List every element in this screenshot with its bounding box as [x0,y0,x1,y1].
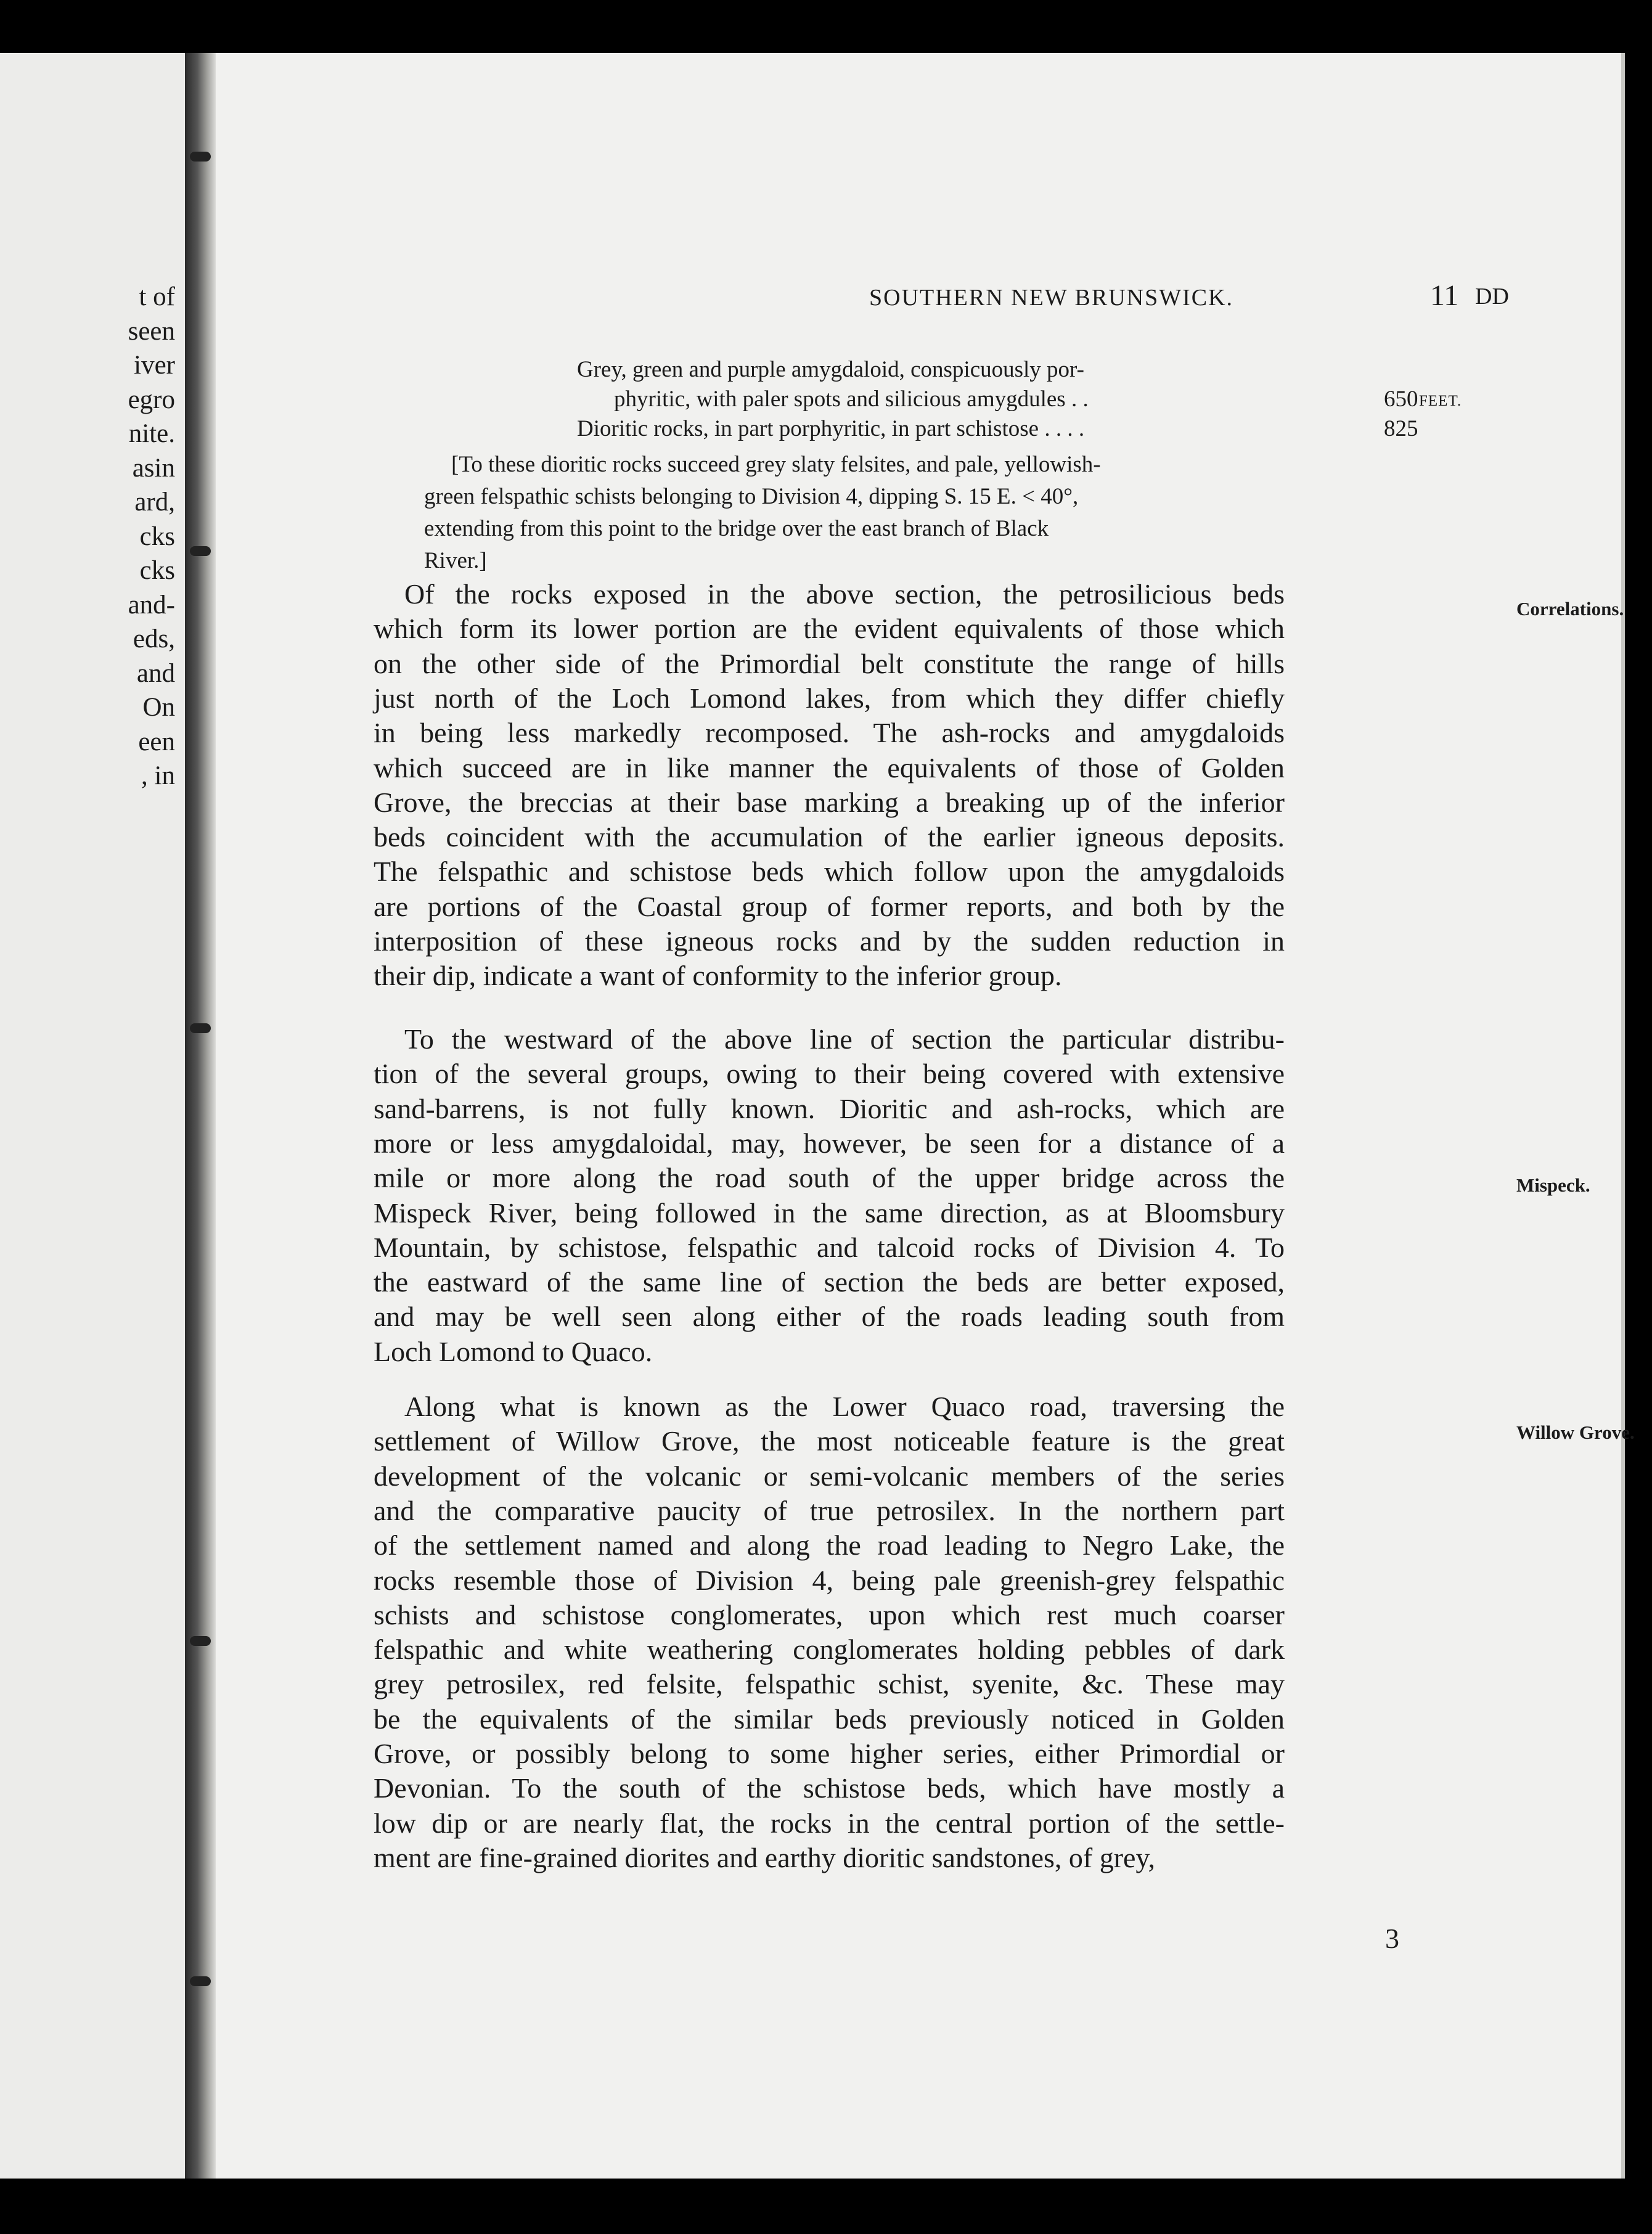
body-line: low dip or are nearly flat, the rocks in the central portion of the settle- [374,1807,1285,1839]
facing-page-fragment: cks [139,556,175,585]
section-row-description [216,414,1449,444]
section-row-text: Dioritic rocks, in part porphyritic, in part schistose . . . . [577,416,1085,441]
body-line: and may be well seen along either of the roads leading south from [374,1301,1285,1333]
margin-note-mispeck: Mispeck. [1516,1174,1590,1196]
binding-stitch [190,1023,211,1033]
body-line: The felspathic and schistose beds which follow upon the amygdaloids [374,856,1285,888]
body-line: grey petrosilex, red felsite, felspathic schist, syenite, &c. These may [374,1668,1285,1700]
body-line: To the westward of the above line of section the particular distribu- [404,1023,1285,1055]
signature-mark: 3 [1385,1923,1399,1954]
margin-note-correlations: Correlations. [1516,598,1624,620]
facing-page-fragment: and- [128,590,175,620]
binding-stitch [190,1976,211,1986]
body-line: on the other side of the Primordial belt constitute the range of hills [374,647,1285,679]
facing-page-fragment: eds, [133,624,175,653]
body-line: Devonian. To the south of the schistose beds, which have mostly a [374,1772,1285,1804]
section-note-line: green felspathic schists belonging to Division 4, dipping S. 15 E. < 40°, [424,484,1079,509]
body-line: felspathic and white weathering conglomerates holding pebbles of dark [374,1634,1285,1666]
facing-page-fragment: and [136,658,175,688]
facing-page-fragment: egro [128,385,175,414]
body-line: of the settlement named and along the road leading to Negro Lake, the [374,1529,1285,1561]
body-line: tion of the several groups, owing to their being covered with extensive [374,1058,1285,1090]
body-line: Grove, or possibly belong to some higher series, either Primordial or [374,1738,1285,1769]
running-head: SOUTHERN NEW BRUNSWICK. [869,285,1234,311]
facing-page-fragment: ard, [134,488,175,517]
body-line: rocks resemble those of Division 4, being pale greenish-grey felspathic [374,1564,1285,1596]
facing-page-fragment: , in [141,761,175,790]
binding-stitch [190,546,211,556]
section-row-value: 650 [1384,387,1418,412]
book-binding [185,53,216,2179]
margin-note-willow-grove: Willow Grove. [1516,1422,1635,1443]
facing-page-fragment: t of [139,282,175,311]
body-line: are portions of the Coastal group of former reports, and both by the [374,890,1285,922]
facing-page-edge [0,53,187,2179]
page-number: 11 [1430,279,1459,312]
body-line: just north of the Loch Lomond lakes, from which they differ chiefly [374,682,1285,714]
body-line: Mispeck River, being followed in the same direction, as at Bloomsbury [374,1197,1285,1229]
facing-page-fragment: asin [132,453,175,483]
body-line: beds coincident with the accumulation of the earlier igneous deposits. [374,821,1285,853]
section-unit-label: FEET. [1419,393,1462,409]
body-line: Loch Lomond to Quaco. [374,1335,653,1367]
section-note-line: extending from this point to the bridge over the east branch of Black [424,516,1049,541]
body-line: Grove, the breccias at their base marking a breaking up of the inferior [374,786,1285,818]
facing-page-fragment: nite. [128,419,175,448]
body-line: settlement of Willow Grove, the most noticeable feature is the great [374,1425,1285,1457]
section-row-text: phyritic, with paler spots and silicious amygdules . . [614,387,1089,412]
facing-page-fragment: een [138,727,175,756]
section-note-line: [To these dioritic rocks succeed grey slaty felsites, and pale, yellowish- [451,452,1101,477]
body-line: development of the volcanic or semi-volcanic members of the series [374,1460,1285,1492]
body-line: ment are fine-grained diorites and earthy dioritic sandstones, of grey, [374,1841,1155,1873]
facing-page-fragment: On [142,693,175,722]
binding-stitch [190,1636,211,1646]
body-line: more or less amygdaloidal, may, however, be seen for a distance of a [374,1127,1285,1159]
body-line: mile or more along the road south of the upper bridge across the [374,1162,1285,1194]
body-line: in being less markedly recomposed. The ash-rocks and amygdaloids [374,717,1285,749]
section-row-description [216,355,1449,385]
body-line: Of the rocks exposed in the above section, the petrosilicious beds [404,578,1285,610]
section-row-value: 825 [1384,416,1418,441]
body-line: which succeed are in like manner the equivalents of those of Golden [374,751,1285,784]
section-row-text: Grey, green and purple amygdaloid, conspicuously por- [577,357,1084,382]
body-line: their dip, indicate a want of conformity to the inferior group. [374,960,1062,992]
body-line: which form its lower portion are the evident equivalents of those which [374,613,1285,645]
body-line: be the equivalents of the similar beds previously noticed in Golden [374,1703,1285,1735]
body-line: Along what is known as the Lower Quaco road, traversing the [404,1391,1285,1422]
book-page [216,53,1635,2179]
body-line: Mountain, by schistose, felspathic and talcoid rocks of Division 4. To [374,1231,1285,1263]
body-line: interposition of these igneous rocks and by the sudden reduction in [374,925,1285,957]
page-signature-letters: DD [1475,284,1509,309]
body-line: schists and schistose conglomerates, upon which rest much coarser [374,1598,1285,1630]
body-line: the eastward of the same line of section the beds are better exposed, [374,1266,1285,1298]
body-line: sand-barrens, is not fully known. Dioritic and ash-rocks, which are [374,1092,1285,1124]
facing-page-fragment: seen [128,316,175,346]
binding-stitch [190,152,211,162]
facing-page-fragment: iver [134,351,175,380]
section-row-description [216,385,1449,414]
facing-page-fragment: cks [139,522,175,551]
body-line: and the comparative paucity of true petrosilex. In the northern part [374,1494,1285,1526]
section-note-line: River.] [424,548,487,573]
